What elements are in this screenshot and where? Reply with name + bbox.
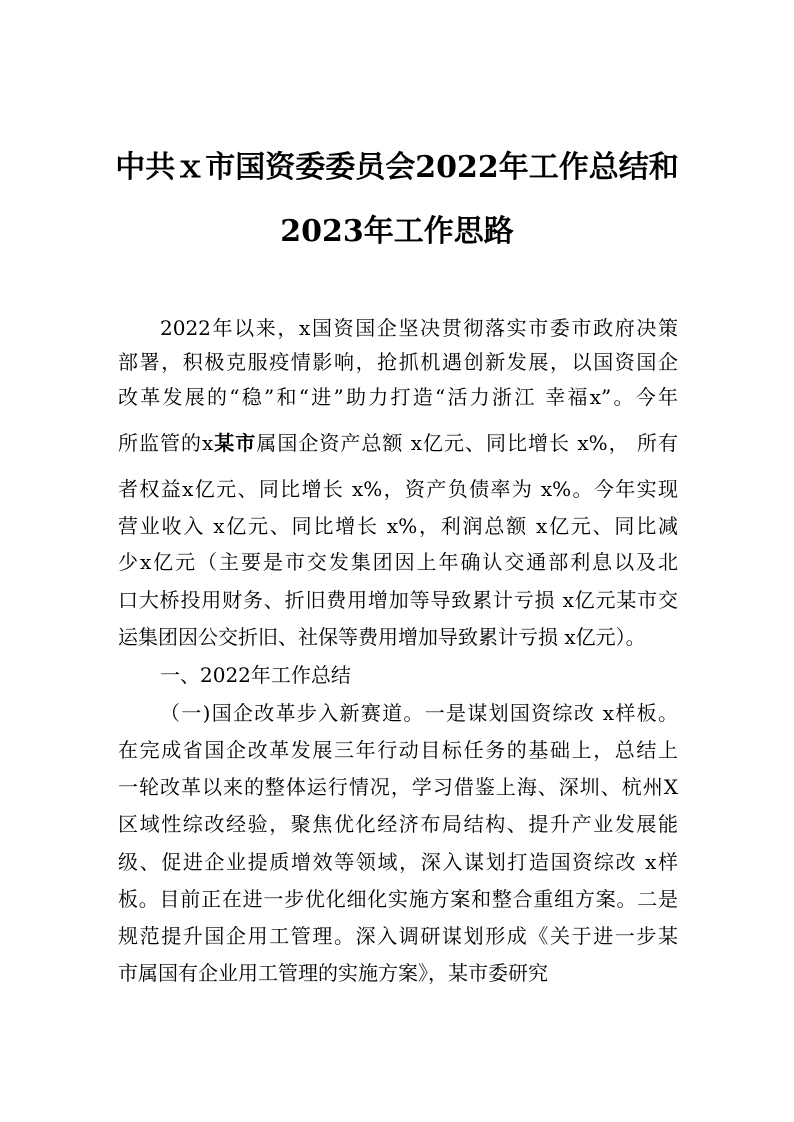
intro-line-8: 口大桥投用财务、折旧费用增加等导致累计亏损 x亿元某市交 — [118, 588, 678, 612]
intro-line-3: 改革发展的“稳”和“进”助力打造“活力浙江 幸福x”。今年 — [118, 385, 678, 409]
document-title-line-1: 中共ｘ市国资委委员会2022年工作总结和 — [115, 150, 679, 185]
intro-line-4-part-c: 属国企资产总额 x亿元、同比增长 x%， 所有 — [256, 431, 678, 455]
intro-line-2: 部署，积极克服疫情影响，抢抓机遇创新发展，以国资国企 — [118, 350, 678, 374]
para1-line-4: 区域性综改经验，聚焦优化经济布局结构、提升产业发展能 — [118, 812, 678, 836]
para1-line-7: 规范提升国企用工管理。深入调研谋划形成《关于进一步某 — [118, 924, 678, 948]
intro-line-7: 少x亿元（主要是市交发集团因上年确认交通部利息以及北 — [118, 550, 678, 574]
intro-line-4 — [118, 428, 678, 458]
para1-line-6: 板。目前正在进一步优化细化实施方案和整合重组方案。二是 — [118, 887, 678, 911]
intro-line-4-part-a: 所监管的x — [118, 431, 214, 455]
para1-line-2: 在完成省国企改革发展三年行动目标任务的基础上，总结上 — [118, 738, 678, 762]
section-heading: 一、2022年工作总结 — [160, 663, 351, 687]
intro-line-9: 运集团因公交折旧、社保等费用增加导致累计亏损 x亿元）。 — [118, 625, 646, 649]
intro-line-4-emphasis: 某市 — [213, 431, 257, 455]
para1-line-8: 市属国有企业用工管理的实施方案》，某市委研究 — [118, 961, 548, 985]
para1-line-1: （一)国企改革步入新赛道。一是谋划国资综改 x样板。 — [160, 701, 678, 725]
para1-line-5: 级、促进企业提质增效等领域，深入谋划打造国资综改 x样 — [118, 850, 678, 874]
para1-line-3: 一轮改革以来的整体运行情况，学习借鉴上海、深圳、杭州X — [118, 775, 678, 799]
intro-line-6: 营业收入 x亿元、同比增长 x%，利润总额 x亿元、同比减 — [118, 514, 678, 538]
intro-line-5: 者权益x亿元、同比增长 x%，资产负债率为 x%。今年实现 — [118, 477, 678, 501]
document-title-line-2: 2023年工作思路 — [280, 214, 514, 249]
intro-line-1: 2022年以来，x国资国企坚决贯彻落实市委市政府决策 — [160, 316, 678, 340]
